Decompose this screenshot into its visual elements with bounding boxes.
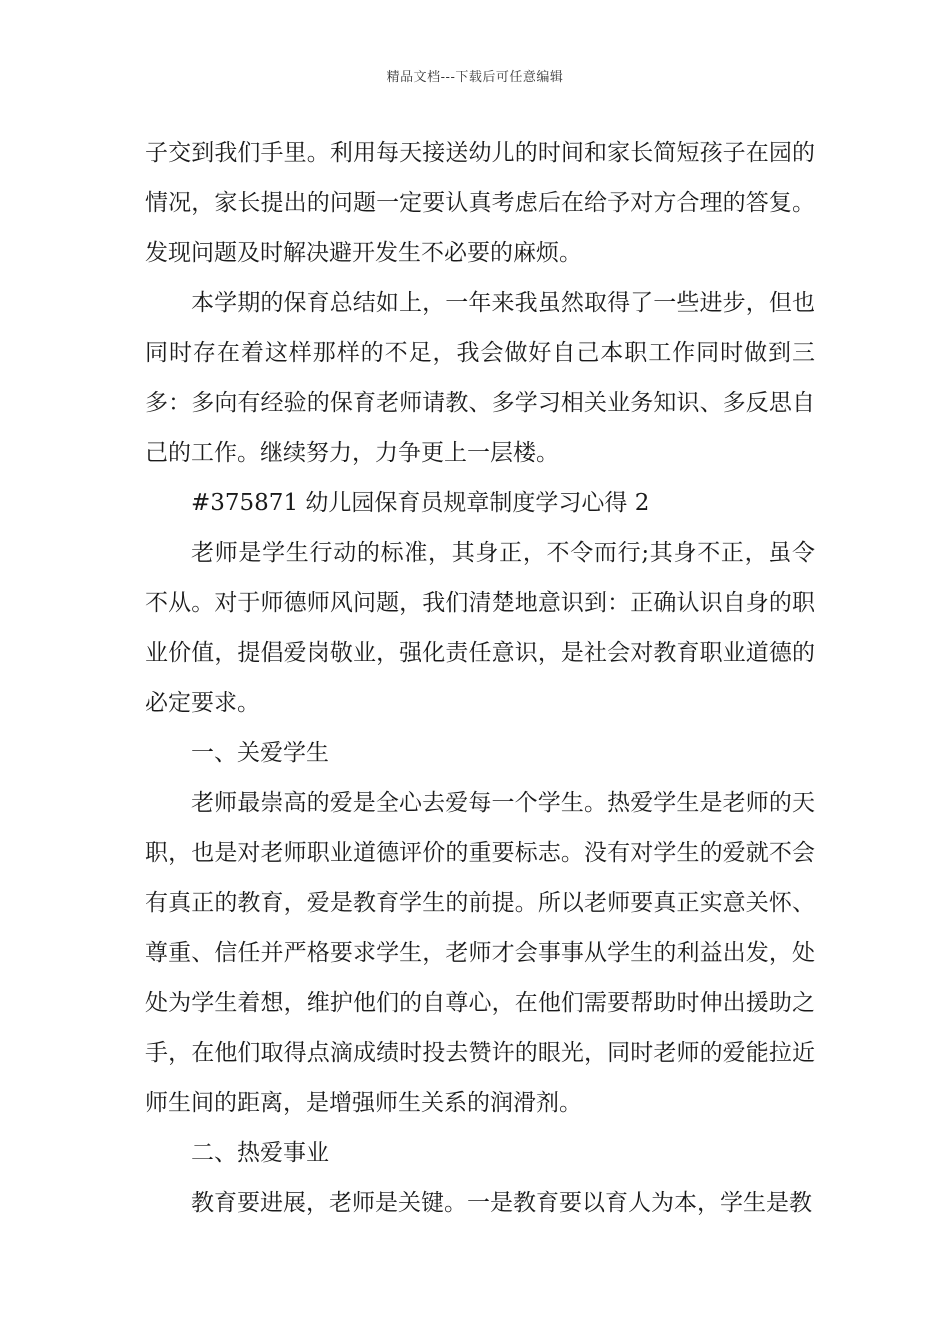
section-heading: 一、关爱学生 xyxy=(191,740,329,766)
paragraph: 子交到我们手里。利用每天接送幼儿的时间和家长简短孩子在园的情况，家长提出的问题一定要认真考虑后在给予对方合理的答复。发现问题及时解决避开发生不必要的麻烦。 xyxy=(145,140,815,266)
page-header: 精品文档---下载后可任意编辑 xyxy=(386,70,564,85)
paragraph: 老师最崇高的爱是全心去爱每一个学生。热爱学生是老师的天职，也是对老师职业道德评价的重要标志。没有对学生的爱就不会有真正的教育，爱是教育学生的前提。所以老师要真正实意关怀、尊重、信任并严格要求学生，老师才会事事从学生的利益出发，处处为学生着想，维护他们的自尊心，在他们需要帮助时伸出援助之手，在他们取得点滴成绩时投去赞许的眼光，同时老师的爱能拉近师生间的距离，是增强师生关系的润滑剂。 xyxy=(145,790,815,1116)
section-title: #375871 幼儿园保育员规章制度学习心得 2 xyxy=(191,490,650,516)
document-body xyxy=(145,128,815,1228)
paragraph: 老师是学生行动的标准，其身正，不令而行;其身不正，虽令不从。对于师德师风问题，我们清楚地意识到：正确认识自身的职业价值，提倡爱岗敬业，强化责任意识，是社会对教育职业道德的必定要求。 xyxy=(145,540,815,716)
section-heading: 二、热爱事业 xyxy=(191,1140,329,1166)
paragraph: 教育要进展，老师是关键。一是教育要以育人为本，学生是教 xyxy=(191,1190,812,1216)
paragraph: 本学期的保育总结如上，一年来我虽然取得了一些进步，但也同时存在着这样那样的不足，我会做好自己本职工作同时做到三多：多向有经验的保育老师请教、多学习相关业务知识、多反思自己的工作。继续努力，力争更上一层楼。 xyxy=(145,290,815,466)
